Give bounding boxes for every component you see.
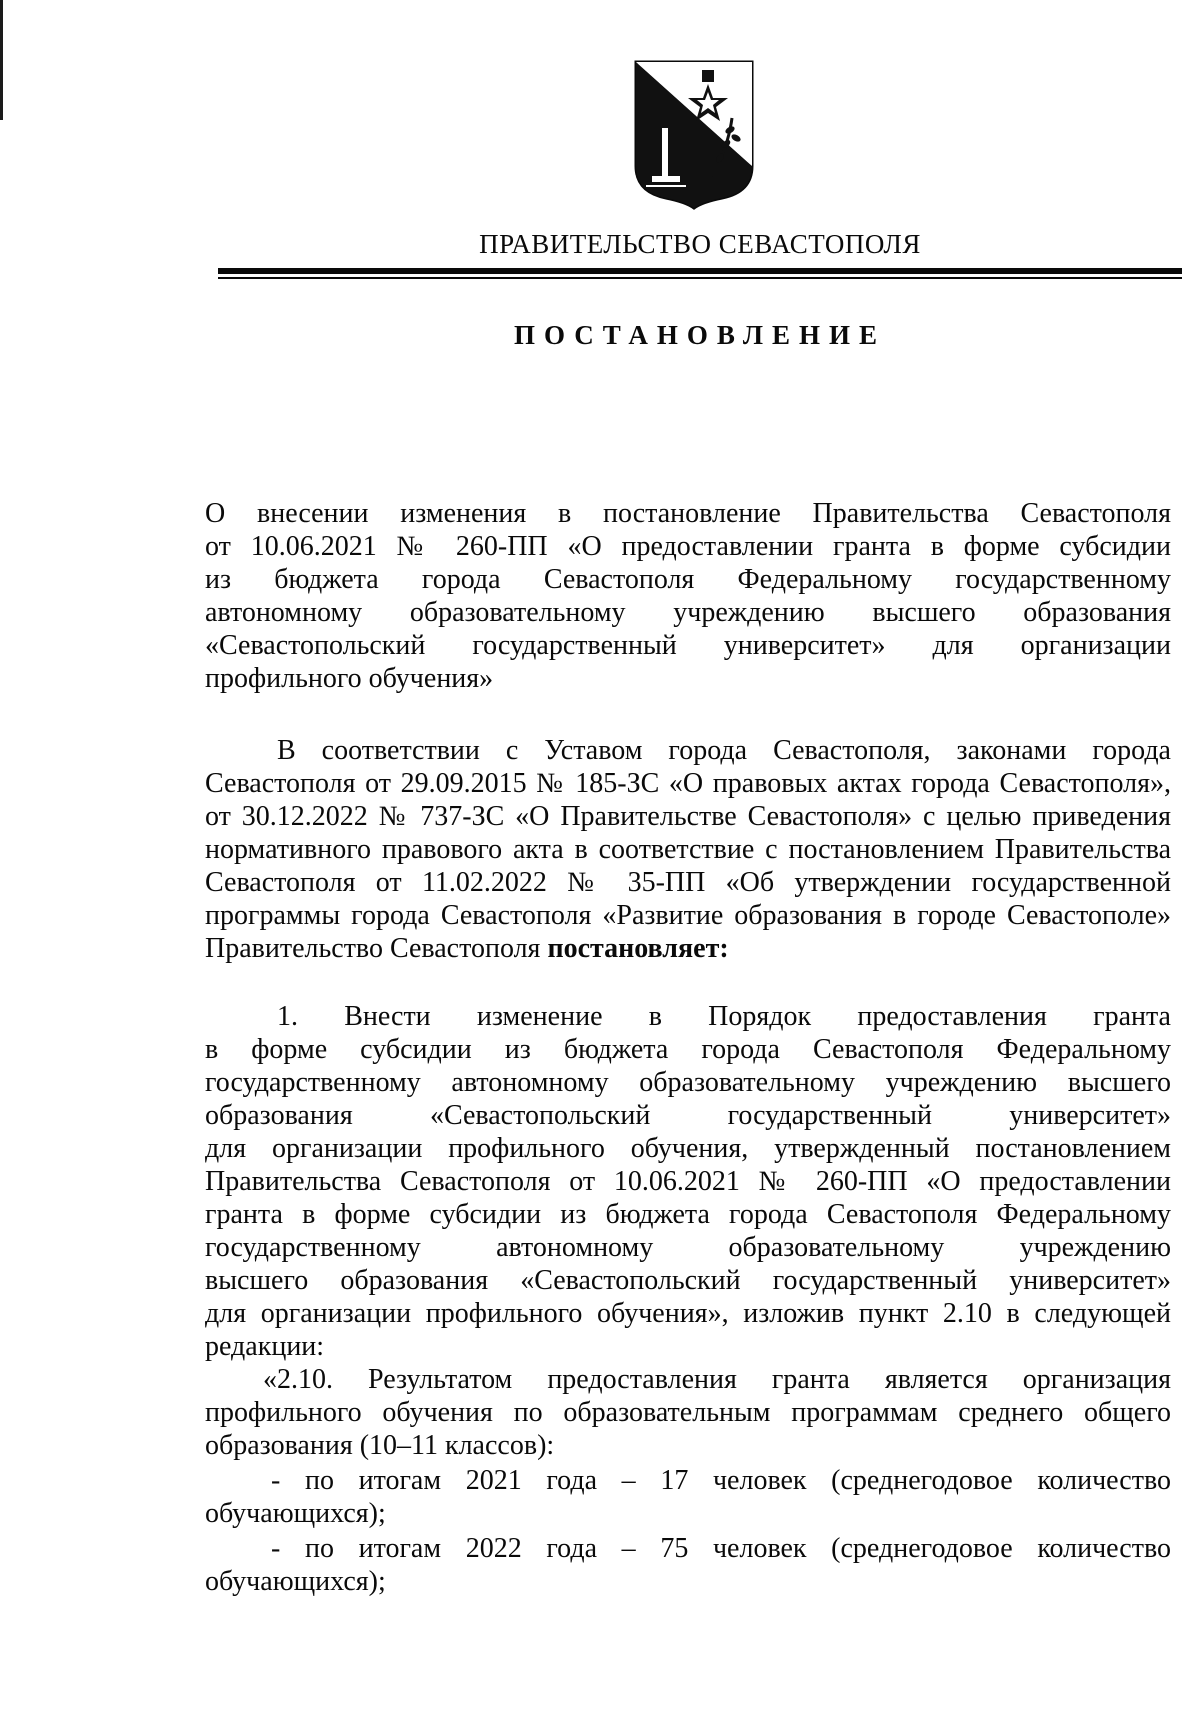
- result-line: - по итогам 2022 года – 75 человек (среднегодовое количество: [271, 1533, 1171, 1564]
- title-line: из бюджета города Севастополя Федеральному государственному: [205, 564, 1171, 595]
- clause-line: образования (10–11 классов):: [205, 1430, 555, 1461]
- item-1-line: редакции:: [205, 1331, 325, 1362]
- result-line: обучающихся);: [205, 1498, 386, 1529]
- item-1-paragraph: [205, 1000, 1171, 1363]
- preamble-last-text: Правительство Севастополя: [205, 933, 548, 964]
- results-list: [205, 1464, 1171, 1598]
- item-1-line: в форме субсидии из бюджета города Севастополя Федеральному: [205, 1034, 1171, 1065]
- title-line: «Севастопольский государственный университет» для организации: [205, 630, 1171, 661]
- document-title: [205, 497, 1171, 695]
- result-line: обучающихся);: [205, 1566, 386, 1597]
- title-line: О внесении изменения в постановление Правительства Севастополя: [205, 498, 1171, 529]
- item-1-line: Правительства Севастополя от 10.06.2021 № 260-ПП «О предоставлении: [205, 1166, 1171, 1197]
- item-1-line: гранта в форме субсидии из бюджета города Севастополя Федеральному: [205, 1199, 1171, 1230]
- organization-name: ПРАВИТЕЛЬСТВО СЕВАСТОПОЛЯ: [479, 229, 921, 259]
- document-type: ПОСТАНОВЛЕНИЕ: [513, 320, 887, 350]
- clause-line: «2.10. Результатом предоставления гранта является организация: [263, 1364, 1171, 1395]
- item-1-line: образования «Севастопольский государственный университет»: [205, 1100, 1171, 1131]
- preamble-line: Севастополя от 29.09.2015 № 185-ЗС «О правовых актах города Севастополя»,: [205, 768, 1171, 799]
- header-rule-thick: [218, 268, 1182, 274]
- result-line: - по итогам 2021 года – 17 человек (среднегодовое количество: [271, 1465, 1171, 1496]
- preamble-last-line: [205, 932, 1171, 965]
- preamble-line: от 30.12.2022 № 737-ЗС «О Правительстве Севастополя» с целью приведения: [205, 801, 1171, 832]
- clause-2-10: [205, 1363, 1171, 1462]
- item-1-line: для организации профильного обучения, утвержденный постановлением: [205, 1133, 1171, 1164]
- item-1-line: 1. Внести изменение в Порядок предоставления гранта: [277, 1001, 1171, 1032]
- clause-line: профильного обучения по образовательным программам среднего общего: [205, 1397, 1171, 1428]
- resolves-keyword: постановляет:: [547, 933, 729, 964]
- item-1-line: государственному автономному образовательному учреждению: [205, 1232, 1171, 1263]
- item-1-line: высшего образования «Севастопольский государственный университет»: [205, 1265, 1171, 1296]
- item-1-line: государственному автономному образовательному учреждению высшего: [205, 1067, 1171, 1098]
- scan-edge-mark: [0, 0, 3, 120]
- title-line: автономному образовательному учреждению высшего образования: [205, 597, 1171, 628]
- preamble-line: программы города Севастополя «Развитие образования в городе Севастополе»: [205, 900, 1171, 931]
- title-line: профильного обучения»: [205, 663, 494, 694]
- preamble-line: Севастополя от 11.02.2022 № 35-ПП «Об утверждении государственной: [205, 867, 1171, 898]
- preamble-line: нормативного правового акта в соответствие с постановлением Правительства: [205, 834, 1171, 865]
- coat-of-arms-icon: [632, 58, 756, 210]
- title-line: от 10.06.2021 № 260-ПП «О предоставлении гранта в форме субсидии: [205, 531, 1171, 562]
- header-rule-thin: [218, 277, 1182, 279]
- preamble-paragraph: [205, 734, 1171, 965]
- item-1-line: для организации профильного обучения», изложив пункт 2.10 в следующей: [205, 1298, 1171, 1329]
- preamble-line: В соответствии с Уставом города Севастополя, законами города: [277, 735, 1171, 766]
